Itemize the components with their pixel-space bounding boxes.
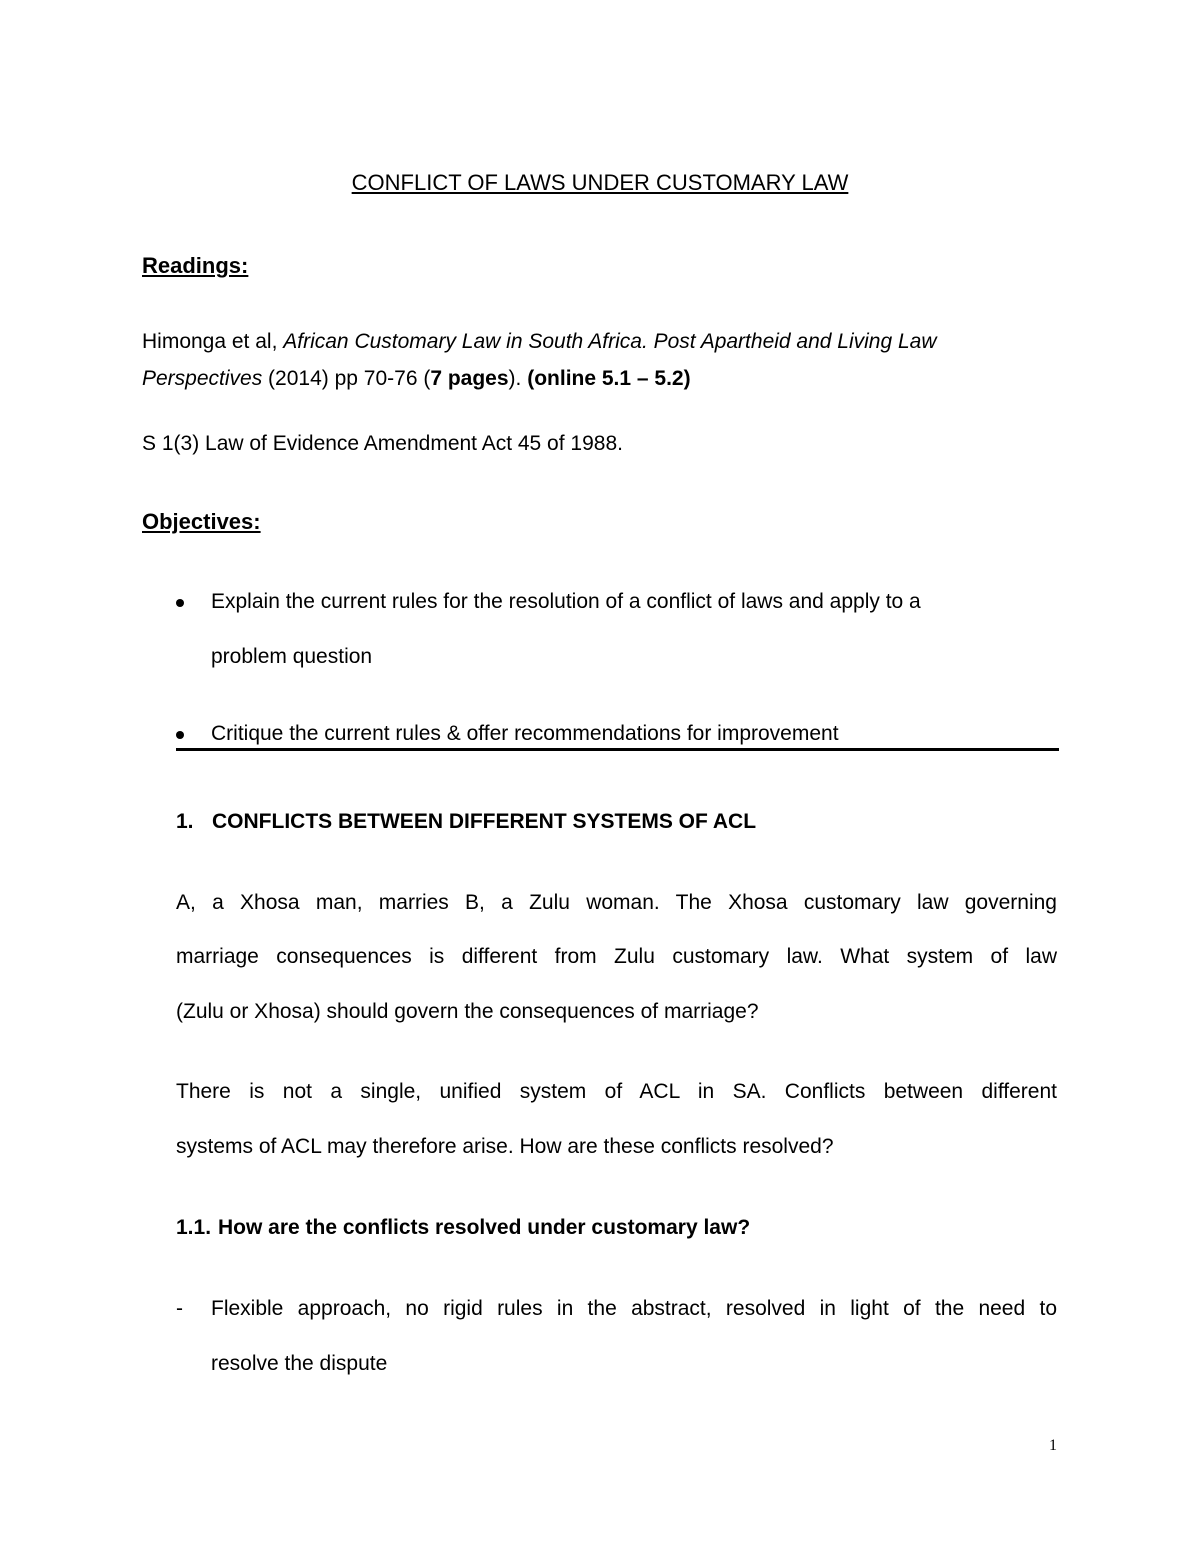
objective-1-line-2: problem question	[211, 645, 373, 668]
reading-1-year-pages: (2014) pp 70-76 (	[262, 367, 431, 390]
reading-2: S 1(3) Law of Evidence Amendment Act 45 of 1988.	[142, 432, 623, 455]
dash-marker: -	[176, 1297, 183, 1320]
reading-1-page-count: 7 pages	[430, 367, 509, 390]
section-1-1-item-line-1: Flexible approach, no rigid rules in the abstract, resolved in light of the need to	[211, 1297, 1057, 1320]
section-1-1-item-line-2: resolve the dispute	[211, 1352, 388, 1375]
readings-heading: Readings:	[142, 253, 249, 278]
reading-1-line-2	[142, 367, 691, 391]
reading-1-title-cont: Perspectives	[142, 367, 263, 390]
page-number: 1	[1049, 1437, 1057, 1454]
section-1-heading: CONFLICTS BETWEEN DIFFERENT SYSTEMS OF ACL	[212, 810, 757, 833]
bullet-icon	[176, 731, 184, 739]
bullet-icon	[176, 599, 184, 607]
section-1-para-2-line-1: There is not a single, unified system of ACL in SA. Conflicts between different	[176, 1080, 1057, 1103]
reading-1-close: ).	[508, 367, 528, 390]
objective-2: Critique the current rules & offer recommendations for improvement	[211, 722, 839, 745]
reading-1-title: African Customary Law in South Africa. Post Apartheid and Living Law	[283, 330, 937, 353]
objectives-heading: Objectives:	[142, 509, 261, 534]
reading-1-online: (online 5.1 – 5.2)	[527, 367, 691, 390]
horizontal-rule	[176, 748, 1059, 751]
section-1-number: 1.	[176, 810, 194, 833]
reading-1-line-1	[142, 330, 937, 354]
section-1-para-1-line-1: A, a Xhosa man, marries B, a Zulu woman. The Xhosa customary law governing	[176, 891, 1057, 914]
section-1-1-heading: How are the conflicts resolved under customary law?	[218, 1216, 751, 1239]
section-1-para-2-line-2: systems of ACL may therefore arise. How are these conflicts resolved?	[176, 1135, 834, 1158]
document-title: CONFLICT OF LAWS UNDER CUSTOMARY LAW	[351, 170, 849, 195]
section-1-1-number: 1.1.	[176, 1216, 212, 1239]
section-1-para-1-line-3: (Zulu or Xhosa) should govern the consequences of marriage?	[176, 1000, 759, 1023]
reading-1-author: Himonga et al,	[142, 330, 284, 353]
section-1-para-1-line-2: marriage consequences is different from Zulu customary law. What system of law	[176, 945, 1057, 968]
objective-1-line-1: Explain the current rules for the resolution of a conflict of laws and apply to a	[211, 590, 921, 613]
